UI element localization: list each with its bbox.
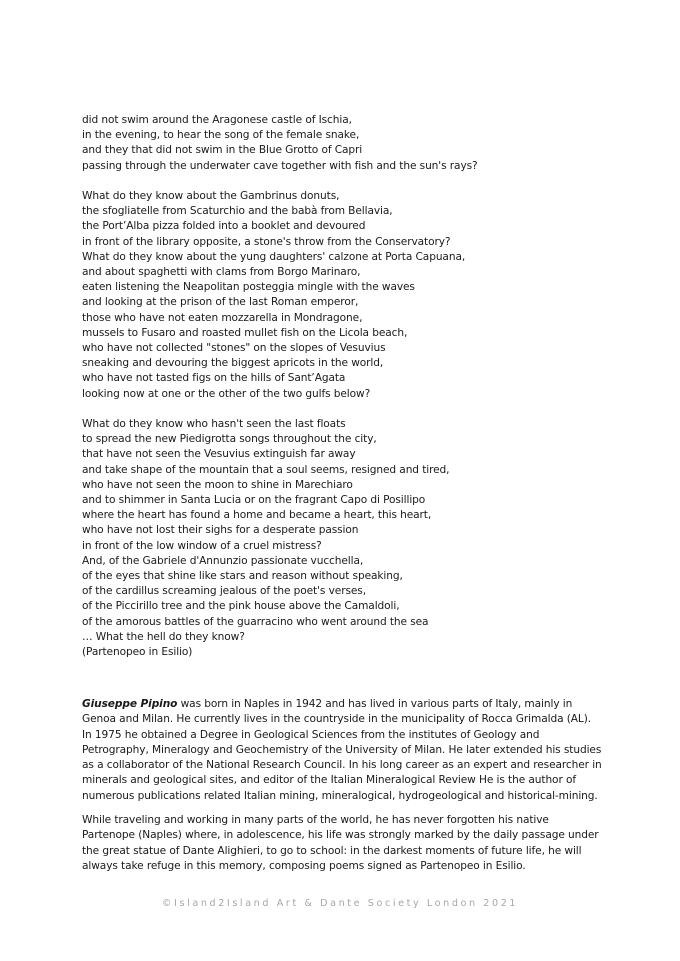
poem-line: did not swim around the Aragonese castle of Ischia,	[82, 114, 352, 126]
poem-line: passing through the underwater cave together with fish and the sun's rays?	[82, 159, 478, 172]
poem-line: in front of the library opposite, a stone's throw from the Conservatory?	[82, 235, 451, 248]
poem-line: in the evening, to hear the song of the female snake,	[82, 129, 360, 142]
poem-line: What do they know about the yung daughters' calzone at Porta Capuana,	[82, 250, 466, 263]
poem-line: looking now at one or the other of the two gulfs below?	[82, 387, 371, 400]
poem-line: that have not seen the Vesuvius extinguish far away	[82, 448, 356, 461]
bio-paragraph-1-text: was born in Naples in 1942 and has lived in various parts of Italy, mainly in Genoa and Milan. He currently lives in the countryside in the municipality of Rocca Grimalda (AL). In 1975 he obtained a Degree in Geological Sciences from the institutes of Geology and Petrography, Mineralogy and Geochemistry of the University of Milan. He later extended his studies as a collaborator of the National Research Council. In his long career as an expert and researcher in minerals and geological sites, and editor of the Italian Mineralogical Review He is the author of numerous publications related Italian mining, mineralogical, hydrogeological and historical-mining.	[82, 698, 602, 802]
poem-line: … What the hell do they know?	[82, 630, 245, 643]
poem-line: who have not tasted figs on the hills of Sant’Agata	[82, 372, 346, 385]
poem-line: who have not collected "stones" on the slopes of Vesuvius	[82, 342, 386, 355]
poem-line: of the amorous battles of the guarracino who went around the sea	[82, 615, 429, 628]
poem	[82, 113, 602, 675]
poem-line: who have not seen the moon to shine in Marechiaro	[82, 478, 353, 491]
poem-line: sneaking and devouring the biggest apricots in the world,	[82, 357, 384, 370]
poem-line: and they that did not swim in the Blue Grotto of Capri	[82, 144, 363, 157]
poem-line: and take shape of the mountain that a soul seems, resigned and tired,	[82, 463, 450, 476]
poem-stanza-3	[82, 417, 602, 660]
poem-line: the Port’Alba pizza folded into a booklet and devoured	[82, 220, 366, 233]
poem-line: And, of the Gabriele d'Annunzio passionate vucchella,	[82, 554, 364, 567]
poem-line: mussels to Fusaro and roasted mullet fish on the Licola beach,	[82, 326, 408, 339]
poem-line: those who have not eaten mozzarella in Mondragone,	[82, 311, 363, 324]
copyright-footer: ©Island2Island Art & Dante Society London 2021	[161, 898, 519, 909]
poem-line: What do they know about the Gambrinus donuts,	[82, 190, 340, 202]
poem-line: to spread the new Piedigrotta songs throughout the city,	[82, 433, 377, 446]
poem-line: What do they know who hasn't seen the last floats	[82, 418, 346, 431]
poem-line: in front of the low window of a cruel mistress?	[82, 539, 322, 552]
poem-line: and to shimmer in Santa Lucia or on the fragrant Capo di Posillipo	[82, 494, 426, 507]
poem-line: and about spaghetti with clams from Borgo Marinaro,	[82, 266, 361, 279]
author-bio	[82, 697, 602, 883]
poem-stanza-1	[82, 113, 602, 174]
poem-line: and looking at the prison of the last Roman emperor,	[82, 296, 359, 309]
poem-signature: (Partenopeo in Esilio)	[82, 646, 193, 659]
poem-line: where the heart has found a home and became a heart, this heart,	[82, 509, 432, 522]
poem-line: of the cardillus screaming jealous of the poet's verses,	[82, 585, 366, 598]
poem-line: of the eyes that shine like stars and reason without speaking,	[82, 570, 403, 583]
poem-stanza-2	[82, 189, 602, 402]
bio-paragraph-1	[82, 697, 602, 804]
poem-line: of the Piccirillo tree and the pink house above the Camaldoli,	[82, 600, 400, 613]
poem-line: who have not lost their sighs for a desperate passion	[82, 524, 359, 537]
poem-line: the sfogliatelle from Scaturchio and the babà from Bellavia,	[82, 205, 393, 218]
poem-line: eaten listening the Neapolitan posteggia mingle with the waves	[82, 281, 415, 294]
author-name: Giuseppe Pipino	[82, 698, 178, 710]
bio-paragraph-2: While traveling and working in many parts of the world, he has never forgotten his native Partenope (Naples) where, in adolescence, his life was strongly marked by the daily passage under the great statue of Dante Alighieri, to go to school: in the darkest moments of future life, he will always take refuge in this memory, composing poems signed as Partenopeo in Esilio.	[82, 814, 599, 872]
